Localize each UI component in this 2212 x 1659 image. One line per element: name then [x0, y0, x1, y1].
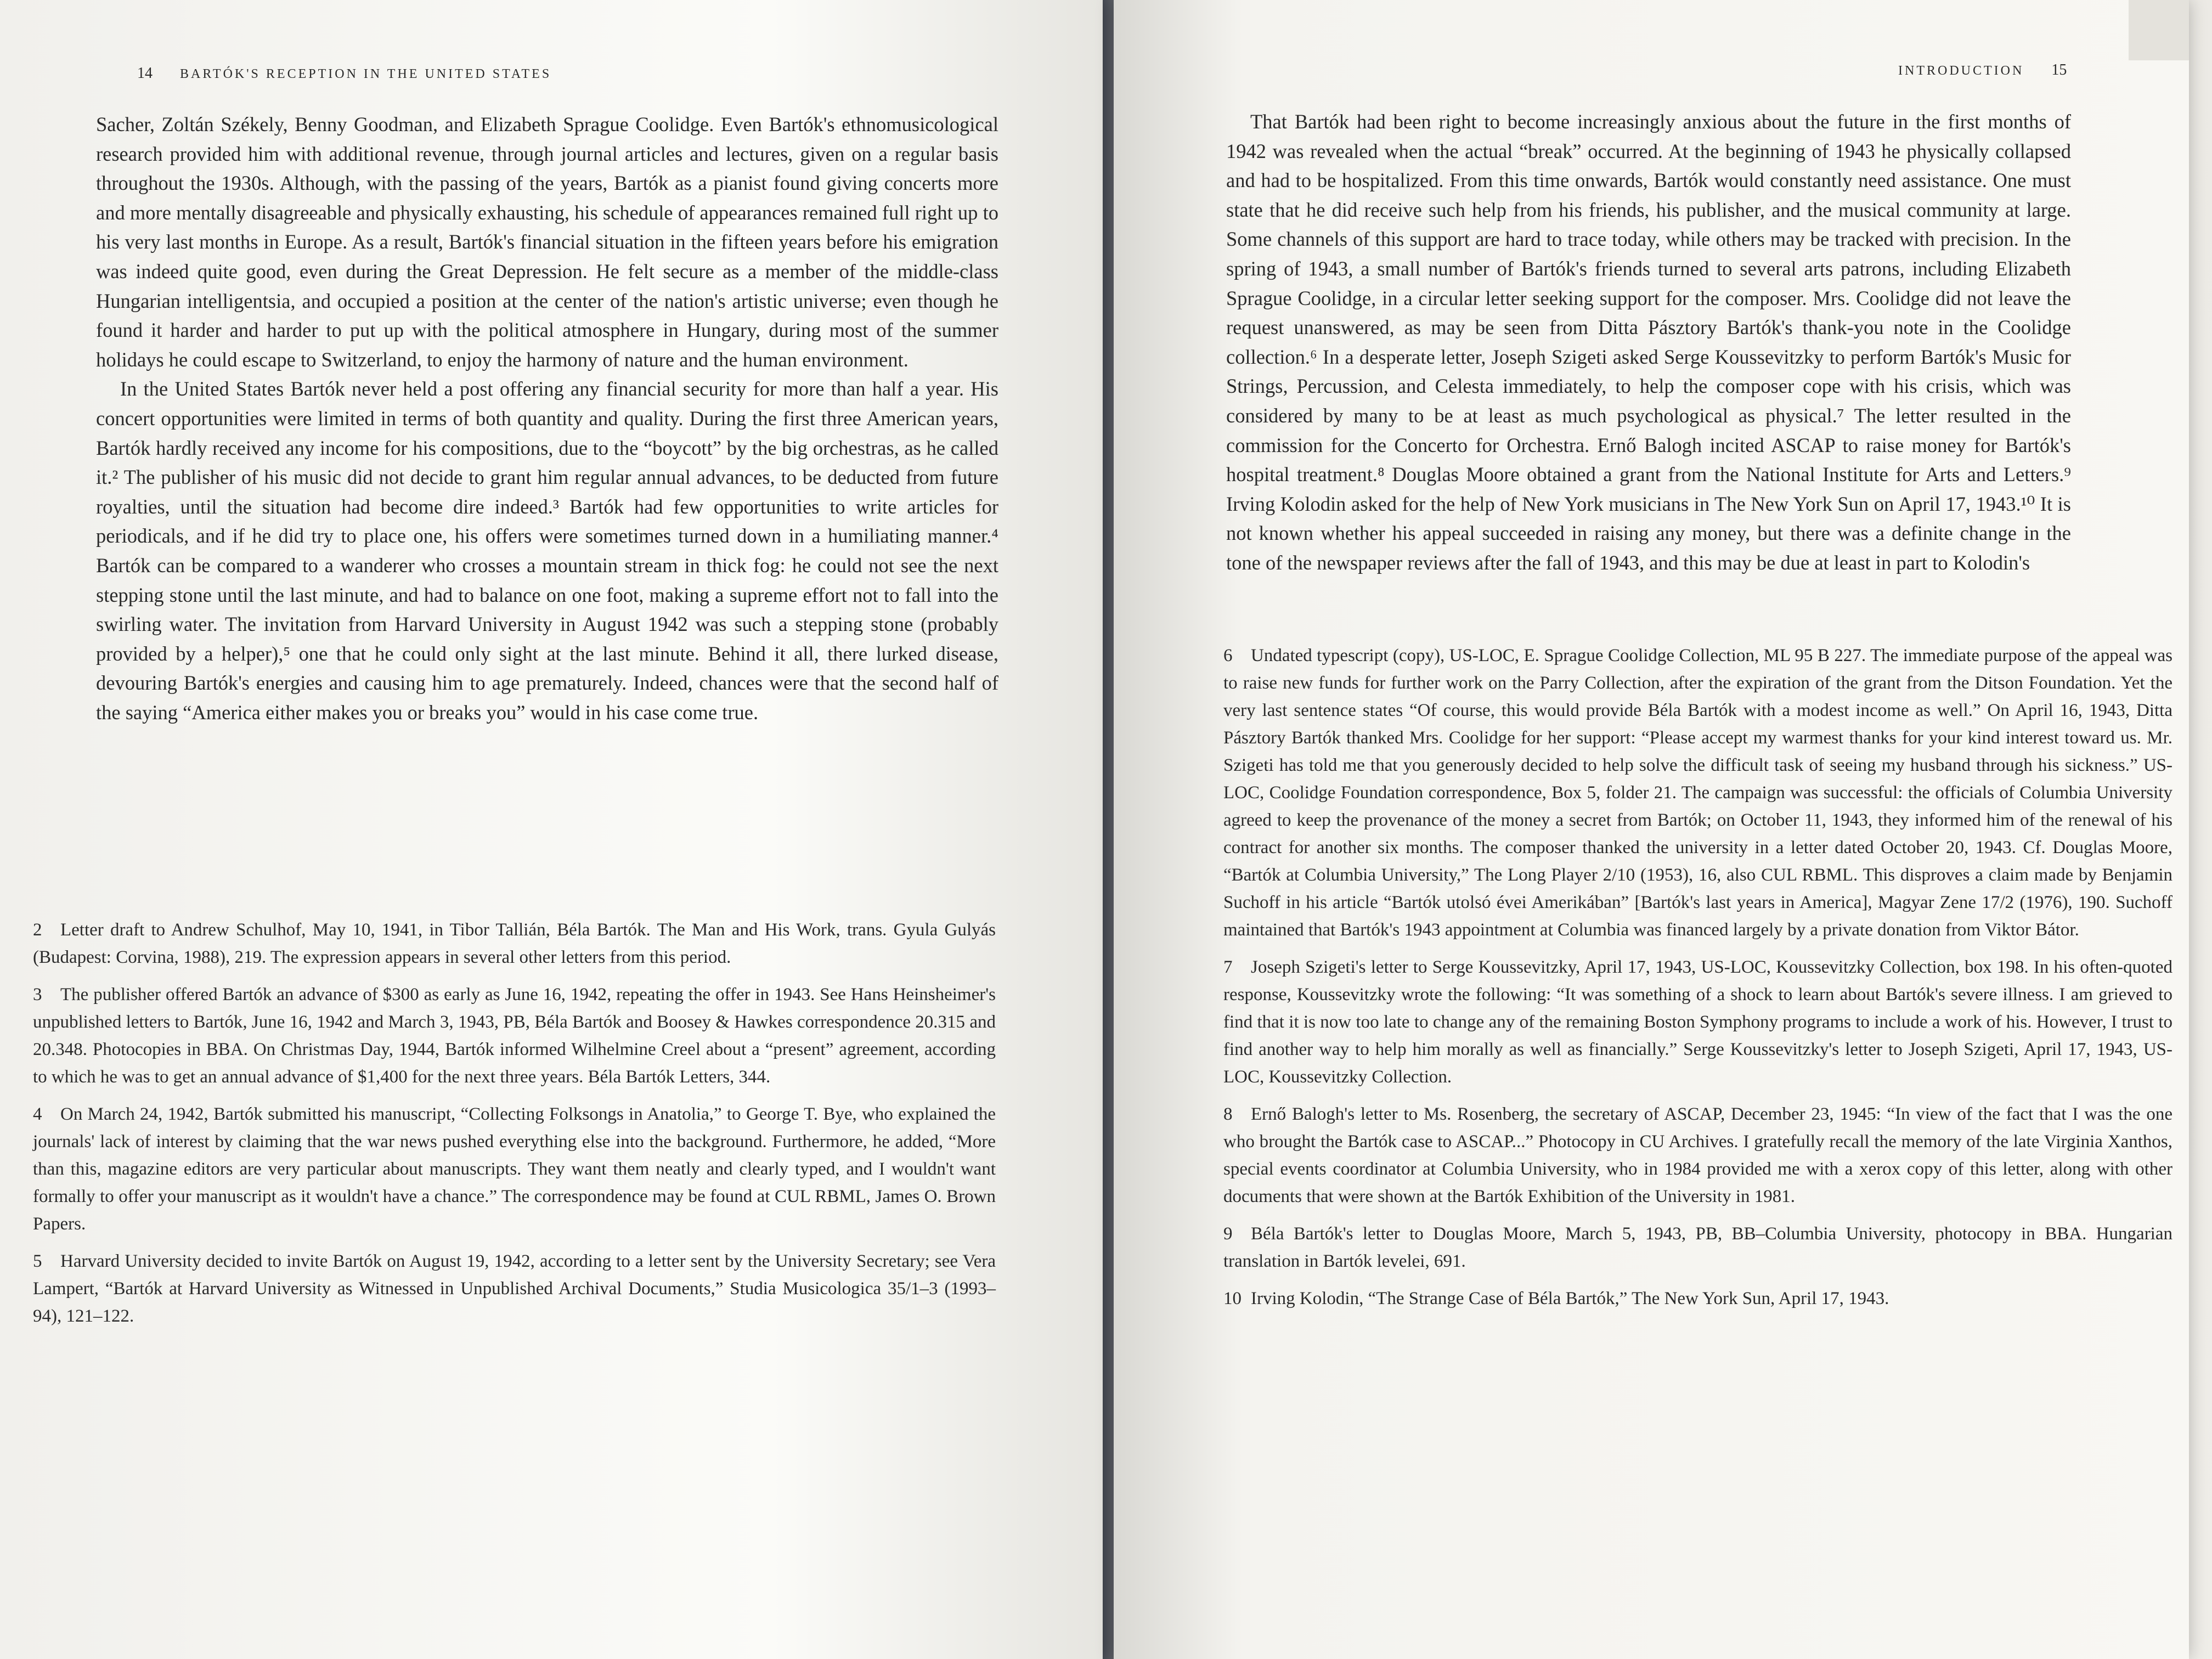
- footnote-number: 9: [1223, 1224, 1233, 1244]
- page-corner: [2129, 0, 2189, 60]
- footnote-text: Ernő Balogh's letter to Ms. Rosenberg, the secretary of ASCAP, December 23, 1945: “In view of the fact that I was the one who brought the Bartók case to ASCAP...” Photocopy in CU Archives. I gratefully recall the memory of the late Virginia Xanthos, special events coordinator at Columbia University, who in 1984 provided me with a xerox copy of this letter, along with other documents that were shown at the Bartók Exhibition of the University in 1981.: [1223, 1104, 2172, 1206]
- footnote: [1223, 1101, 2172, 1210]
- left-body-text: [96, 110, 998, 727]
- footnote-text: Béla Bartók's letter to Douglas Moore, March 5, 1943, PB, BB–Columbia University, photocopy in BBA. Hungarian translation in Bartók levelei, 691.: [1223, 1224, 2172, 1271]
- footnote-number: 6: [1223, 646, 1233, 665]
- footnote-text: Irving Kolodin, “The Strange Case of Béla Bartók,” The New York Sun, April 17, 1943.: [1251, 1289, 1889, 1308]
- left-paragraph-2: In the United States Bartók never held a post offering any financial security for more than half a year. His concert opportunities were limited in terms of both quantity and quality. During the first three American years, Bartók hardly received any income for his compositions, due to the “boycott” by the big orchestras, as he called it.² The publisher of his music did not decide to grant him regular annual advances, to be deducted from future royalties, until the situation had become dire indeed.³ Bartók had few opportunities to write articles for periodicals, and if he did try to place one, his offers were sometimes turned down in a humiliating manner.⁴ Bartók can be compared to a wanderer who crosses a mountain stream in thick fog: he could not see the next stepping stone until the last minute, and had to balance on one foot, making a supreme effort not to fall into the swirling water. The invitation from Harvard University in August 1942 was such a stepping stone (probably provided by a helper),⁵ one that he could only sight at the last minute. Behind it all, there lurked disease, devouring Bartók's energies and causing him to age prematurely. Indeed, chances were that the second half of the saying “America either makes you or breaks you” would in his case come true.: [96, 377, 998, 724]
- footnote: [1223, 642, 2172, 944]
- footnote-text: Harvard University decided to invite Bartók on August 19, 1942, according to a letter sent by the University Secretary; see Vera Lampert, “Bartók at Harvard University as Witnessed in Unpublished Archival Documents,” Studia Musicologica 35/1–3 (1993–94), 121–122.: [33, 1251, 996, 1326]
- footnote-text: Joseph Szigeti's letter to Serge Koussevitzky, April 17, 1943, US-LOC, Koussevitzky Collection, box 198. In his often-quoted response, Koussevitzky wrote the following: “It was something of a shock to learn about Bartók's severe illness. I am grieved to find that it is now too late to change any of the remaining Boston Symphony programs to include a work of his. However, I trust to find another way to help him morally as well as financially.” Serge Koussevitzky's letter to Joseph Szigeti, April 17, 1943, US-LOC, Koussevitzky Collection.: [1223, 957, 2172, 1087]
- footnote-number: 7: [1223, 957, 1233, 977]
- right-running-title: INTRODUCTION: [1898, 64, 2024, 78]
- footnote-text: The publisher offered Bartók an advance of $300 as early as June 16, 1942, repeating the offer in 1943. See Hans Heinsheimer's unpublished letters to Bartók, June 16, 1942 and March 3, 1943, PB, Béla Bartók and Boosey & Hawkes correspondence 20.315 and 20.348. Photocopies in BBA. On Christmas Day, 1944, Bartók informed Wilhelmine Creel about a “present” agreement, according to which he was to get an annual advance of $1,400 for the next three years. Béla Bartók Letters, 344.: [33, 985, 996, 1087]
- footnote: [33, 1248, 996, 1330]
- footnote: [1223, 953, 2172, 1091]
- left-running-title: BARTÓK'S RECEPTION IN THE UNITED STATES: [180, 67, 552, 81]
- left-page-number: 14: [137, 65, 153, 82]
- footnote-text: Undated typescript (copy), US-LOC, E. Sprague Coolidge Collection, ML 95 B 227. The immediate purpose of the appeal was to raise new funds for further work on the Parry Collection, after the expiration of the grant from the Ditson Foundation. Yet the very last sentence states “Of course, this would provide Béla Bartók with a modest income as well.” On April 16, 1943, Ditta Pásztory Bartók thanked Mrs. Coolidge for her support: “Please accept my warmest thanks for your kind interest toward us. Mr. Szigeti has told me that you generously decided to help solve the difficult task of seeing my husband through his sickness.” US-LOC, Coolidge Foundation correspondence, Box 5, folder 21. The campaign was successful: the officials of Columbia University agreed to keep the provenance of the money a secret from Bartók; on October 11, 1943, they informed him of the renewal of his contract for another six months. The composer thanked the university in a letter dated October 20, 1943. Cf. Douglas Moore, “Bartók at Columbia University,” The Long Player 2/10 (1953), 16, also CUL RBML. This disproves a claim made by Benjamin Suchoff in his article “Bartók utolsó évei Amerikában” [Bartók's last years in America], Magyar Zene 17/2 (1976), 190. Suchoff maintained that Bartók's 1943 appointment at Columbia was financed largely by a private donation from Viktor Bátor.: [1223, 646, 2172, 940]
- right-page-number: 15: [2051, 61, 2067, 78]
- footnote-number: 8: [1223, 1104, 1233, 1124]
- footnote-text: On March 24, 1942, Bartók submitted his manuscript, “Collecting Folksongs in Anatolia,” to George T. Bye, who explained the journals' lack of interest by claiming that the war news pushed everything else into the background. Furthermore, he added, “More than this, magazine editors are very particular about manuscripts. They want them neatly and clearly typed, and I wouldn't want formally to offer your manuscript as it wouldn't have a chance.” The correspondence may be found at CUL RBML, James O. Brown Papers.: [33, 1104, 996, 1234]
- right-paragraph-1: That Bartók had been right to become increasingly anxious about the future in the first months of 1942 was revealed when the actual “break” occurred. At the beginning of 1943 he physically collapsed and had to be hospitalized. From this time onwards, Bartók would constantly need assistance. One must state that he did receive such help from his friends, his publisher, and the musical community at large. Some channels of this support are hard to trace today, while others may be tracked with precision. In the spring of 1943, a small number of Bartók's friends turned to several arts patrons, including Elizabeth Sprague Coolidge, in a circular letter seeking support for the composer. Mrs. Coolidge did not leave the request unanswered, as may be seen from Ditta Pásztory Bartók's thank-you note in the Coolidge collection.⁶ In a desperate letter, Joseph Szigeti asked Serge Koussevitzky to perform Bartók's Music for Strings, Percussion, and Celesta immediately, to help the composer cope with his crisis, which was considered by many to be at least as much psychological as physical.⁷ The letter resulted in the commission for the Concerto for Orchestra. Ernő Balogh incited ASCAP to raise money for Bartók's hospital treatment.⁸ Douglas Moore obtained a grant from the National Institute for Arts and Letters.⁹ Irving Kolodin asked for the help of New York musicians in The New York Sun on April 17, 1943.¹⁰ It is not known whether his appeal succeeded in raising any money, but there was a definite change in the tone of the newspaper reviews after the fall of 1943, and this may be due at least in part to Kolodin's: [1226, 110, 2071, 574]
- footnote: [1223, 1220, 2172, 1275]
- right-running-head: [1898, 61, 2089, 79]
- footnote-number: 3: [33, 985, 42, 1005]
- footnote-number: 10: [1223, 1289, 1242, 1308]
- footnote: [33, 1101, 996, 1238]
- left-running-head: [137, 65, 551, 82]
- right-footnotes: [1223, 642, 2172, 1322]
- footnote: [1223, 1285, 2172, 1312]
- left-paragraph-1: Sacher, Zoltán Székely, Benny Goodman, and Elizabeth Sprague Coolidge. Even Bartók's ethnomusicological research provided him with additional revenue, through journal articles and lectures, given on a regular basis throughout the 1930s. Although, with the passing of the years, Bartók as a pianist found giving concerts more and more mentally disagreeable and physically exhausting, his schedule of appearances remained full right up to his very last months in Europe. As a result, Bartók's financial situation in the fifteen years before his emigration was indeed quite good, even during the Great Depression. He felt secure as a member of the middle-class Hungarian intelligentsia, and occupied a position at the center of the nation's artistic universe; even though he found it harder and harder to put up with the political atmosphere in Hungary, during most of the summer holidays he could escape to Switzerland, to enjoy the harmony of nature and the human environment.: [96, 113, 998, 371]
- left-page: [0, 0, 1103, 1659]
- right-body-text: [1226, 107, 2071, 578]
- left-footnotes: [33, 916, 996, 1340]
- footnote-text: Letter draft to Andrew Schulhof, May 10, 1941, in Tibor Tallián, Béla Bartók. The Man and His Work, trans. Gyula Gulyás (Budapest: Corvina, 1988), 219. The expression appears in several other letters from this period.: [33, 920, 996, 967]
- footnote-number: 5: [33, 1251, 42, 1271]
- footnote: [33, 981, 996, 1091]
- footnote-number: 4: [33, 1104, 42, 1124]
- footnote: [33, 916, 996, 971]
- footnote-number: 2: [33, 920, 42, 940]
